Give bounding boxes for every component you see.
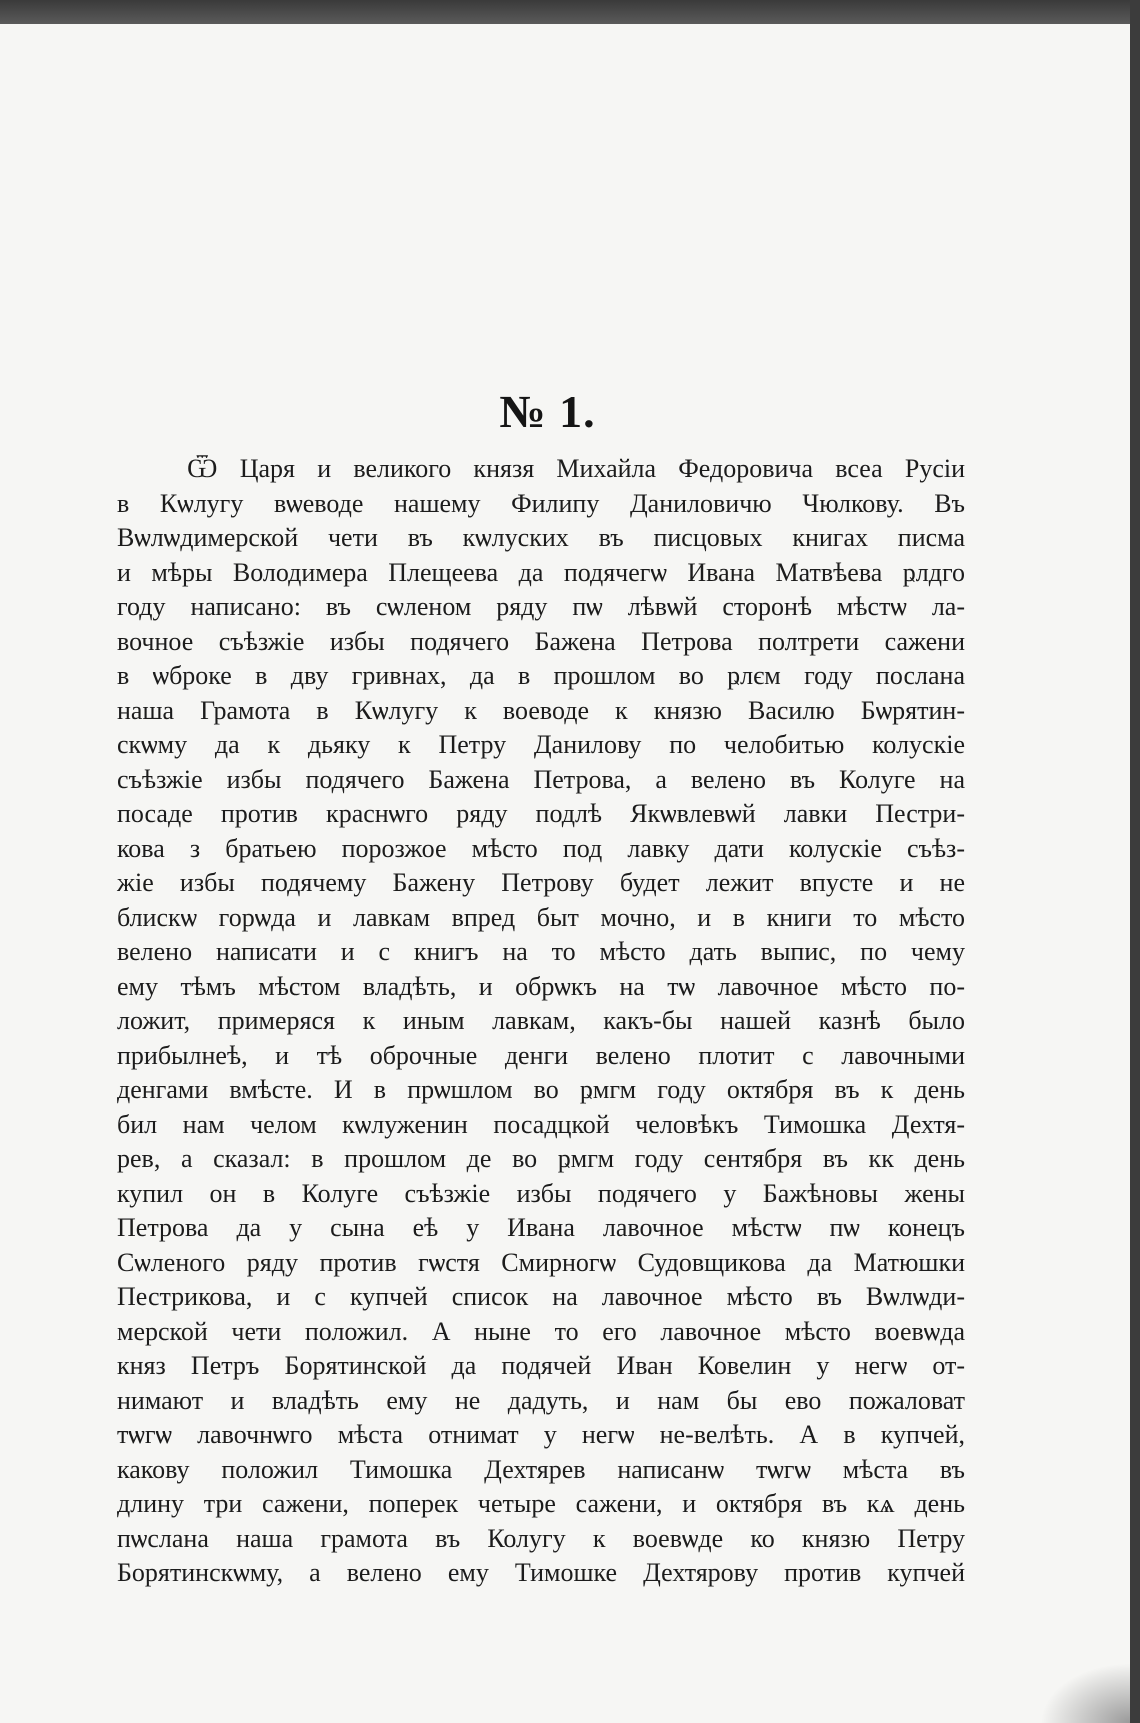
text-line: Ѿ Царя и великого князя Михайла Федоровича всеа Русіи — [187, 454, 965, 483]
text-line: съѣзжіе избы подячего Бажена Петрова, а велено въ Колуге на — [117, 764, 965, 794]
document-body — [117, 452, 965, 1591]
text-line: длину три сажени, поперек четыре сажени, и октября въ кѧ день — [117, 1489, 965, 1518]
text-line: блискѡ горѡда и лавкам впред быт мочно, и в книги то мѣсто — [117, 902, 965, 932]
document-number-heading: № 1. — [499, 386, 596, 437]
text-line: вочное съѣзжіе избы подячего Бажена Петрова полтрети сажени — [117, 626, 965, 656]
text-line: какову положил Тимошка Дехтярев написанѡ тѡгѡ мѣста въ — [117, 1454, 965, 1484]
text-line: ложит, примеряся к иным лавкам, какъ-бы нашей казнѣ было — [117, 1006, 965, 1035]
scan-corner-shadow — [1040, 1663, 1130, 1723]
scan-top-border — [0, 0, 1140, 24]
text-line: году написано: въ сѡленом ряду пѡ лѣвѡй сторонѣ мѣстѡ ла- — [117, 592, 965, 621]
text-line: денгами вмѣсте. И в прѡшлом во ҏмгм году октября въ к день — [117, 1075, 965, 1104]
text-line: и мѣры Володимера Плещеева да подячегѡ Ивана Матвѣева ҏлдго — [117, 557, 965, 587]
text-line: жіе избы подячему Бажену Петрову будет лежит впусте и не — [117, 868, 965, 897]
text-line: скѡму да к дьяку к Петру Данилову по челобитью колускіе — [117, 730, 965, 759]
text-line: купил он в Колуге съѣзжіе избы подячего у Бажѣновы жены — [117, 1178, 965, 1208]
text-line: ему тѣмъ мѣстом владѣть, и обрѡкъ на тѡ лавочное мѣсто по- — [117, 971, 965, 1001]
text-line: Сѡленого ряду против гѡстя Смирногѡ Судовщикова да Матюшки — [117, 1247, 965, 1277]
text-line: Борятинскѡму, а велено ему Тимошке Дехтярову против купчей — [117, 1558, 965, 1587]
text-line: бил нам челом кѡлуженин посадцкой человѣкъ Тимошка Дехтя- — [117, 1109, 965, 1139]
text-line: кова з братьею порозжое мѣсто под лавку дати колускіе съѣз- — [117, 833, 965, 863]
text-line: тѡгѡ лавочнѡго мѣста отнимат у негѡ не-велѣть. А в купчей, — [117, 1420, 965, 1449]
text-line: мерской чети положил. А ныне то его лавочное мѣсто воевѡда — [117, 1316, 965, 1346]
scan-right-border — [1130, 0, 1140, 1723]
text-line: Пестрикова, и с купчей список на лавочное мѣсто въ Вѡлѡди- — [117, 1282, 965, 1311]
text-line: в Кѡлугу вѡеводе нашему Филипу Даниловичю Чюлкову. Въ — [117, 488, 965, 518]
text-line: велено написати и с книгъ на то мѣсто дать выпис, по чему — [117, 937, 965, 966]
text-line: рев, а сказал: в прошлом де во ҏмгм году сентября въ кк день — [117, 1144, 965, 1173]
text-line: Петрова да у сына еѣ у Ивана лавочное мѣстѡ пѡ конецъ — [117, 1213, 965, 1242]
text-line: прибылнеѣ, и тѣ оброчные денги велено плотит с лавочными — [117, 1040, 965, 1070]
text-line: нимают и владѣть ему не дадуть, и нам бы ево пожаловат — [117, 1385, 965, 1415]
text-line: Вѡлѡдимерской чети въ кѡлуских въ писцовых книгах писма — [117, 523, 965, 552]
text-line: пѡслана наша грамота въ Колугу к воевѡде ко князю Петру — [117, 1523, 965, 1553]
text-line: наша Грамота в Кѡлугу к воеводе к князю Василю Бѡрятин- — [117, 695, 965, 725]
text-line: посаде против краснѡго ряду подлѣ Якѡвлевѡй лавки Пестри- — [117, 799, 965, 828]
text-line: в ѡброке в дву гривнах, да в прошлом во ҏлєм году послана — [117, 661, 965, 690]
text-line: княз Петръ Борятинской да подячей Иван Ковелин у негѡ от- — [117, 1351, 965, 1380]
